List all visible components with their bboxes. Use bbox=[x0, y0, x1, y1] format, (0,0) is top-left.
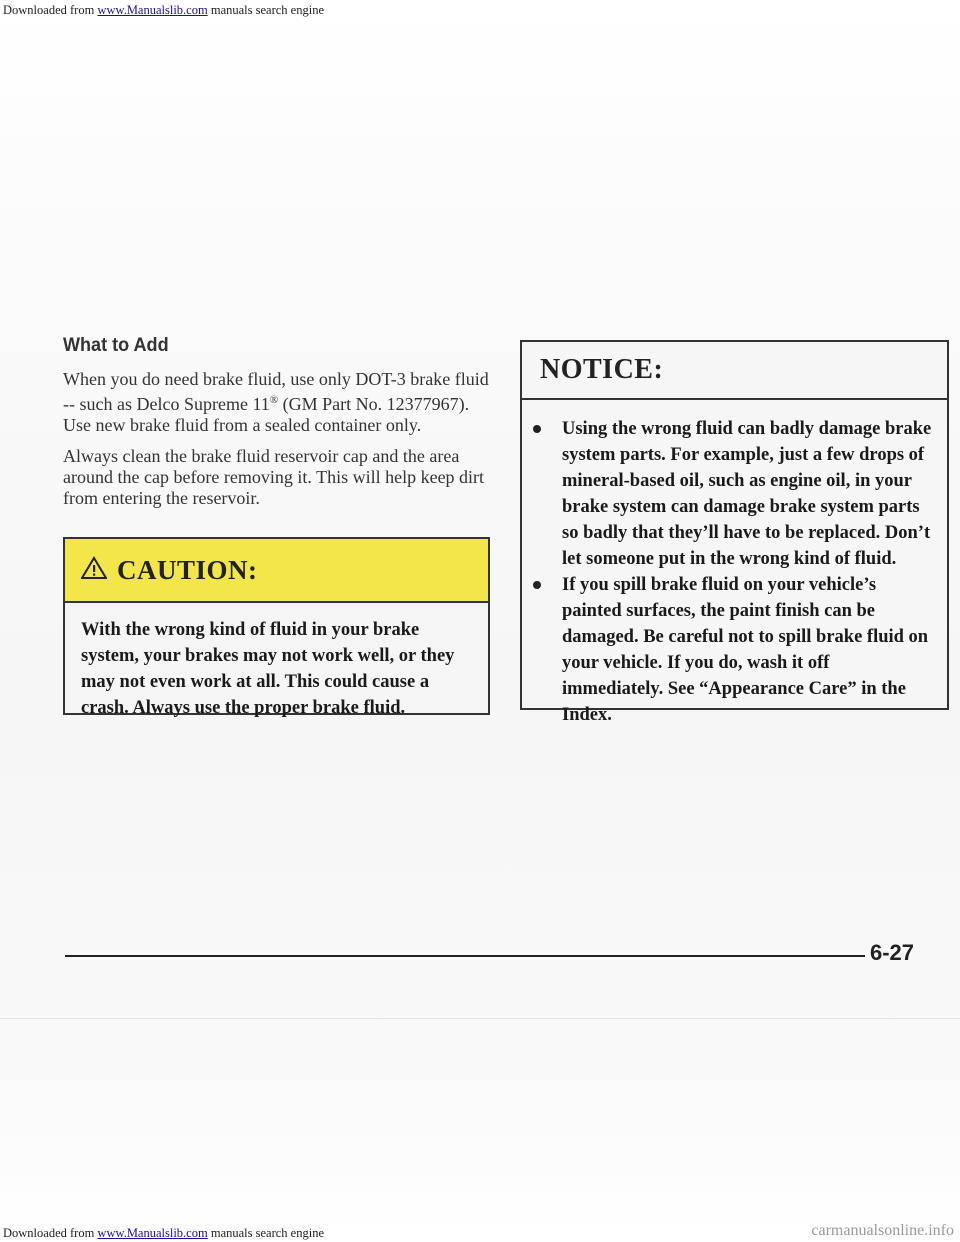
warning-triangle-icon bbox=[81, 556, 107, 585]
banner-prefix: Downloaded from bbox=[3, 3, 95, 17]
manualslib-link[interactable]: www.Manualslib.com bbox=[97, 3, 208, 17]
watermark: carmanualsonline.info bbox=[811, 1222, 954, 1239]
notice-header bbox=[522, 342, 947, 400]
section-heading: What to Add bbox=[63, 335, 169, 356]
notice-box bbox=[520, 340, 949, 725]
paragraph-clean-cap: Always clean the brake fluid reservoir cap and the area around the cap before removing it. This will help keep dirt from entering the reservoir. bbox=[63, 446, 485, 508]
bullet-icon bbox=[533, 581, 541, 589]
caution-text: With the wrong kind of fluid in your brake system, your brakes may not work well, or they may not even work at all. This could cause a crash. Always use the proper brake fluid. bbox=[81, 620, 455, 718]
notice-title: NOTICE: bbox=[540, 354, 664, 385]
download-banner-top bbox=[0, 0, 960, 20]
left-column bbox=[63, 335, 493, 519]
caution-header bbox=[65, 539, 488, 603]
manualslib-link[interactable]: www.Manualslib.com bbox=[97, 1226, 208, 1240]
banner-suffix: manuals search engine bbox=[210, 1226, 324, 1240]
list-item: If you spill brake fluid on your vehicle’s painted surfaces, the paint finish can be damaged. Be careful not to spill brake fluid on your vehicle. If you do, wash it off immediately. See “Appearance Care” in the Index. bbox=[522, 572, 933, 728]
registered-mark: ® bbox=[269, 394, 279, 406]
scan-edge bbox=[0, 1018, 960, 1019]
list-item: Using the wrong fluid can badly damage brake system parts. For example, just a few drops of mineral-based oil, such as engine oil, in your brake system can damage brake system parts so badly that they’ll have to be replaced. Don’t let someone put in the wrong kind of fluid. bbox=[522, 416, 933, 572]
banner-suffix: manuals search engine bbox=[210, 3, 324, 17]
caution-box bbox=[63, 537, 490, 718]
page-number: 6-27 bbox=[870, 940, 915, 965]
caution-title: CAUTION: bbox=[117, 554, 258, 585]
paragraph-fluid-type: When you do need brake fluid, use only DOT-3 brake fluid -- such as Delco Supreme 11® (GM Part No. 12377967). Use new brake fluid from a sealed container only. bbox=[63, 369, 489, 435]
notice-list bbox=[522, 400, 947, 728]
footer-rule bbox=[65, 955, 865, 957]
bullet-icon bbox=[533, 425, 541, 433]
banner-prefix: Downloaded from bbox=[3, 1226, 95, 1240]
